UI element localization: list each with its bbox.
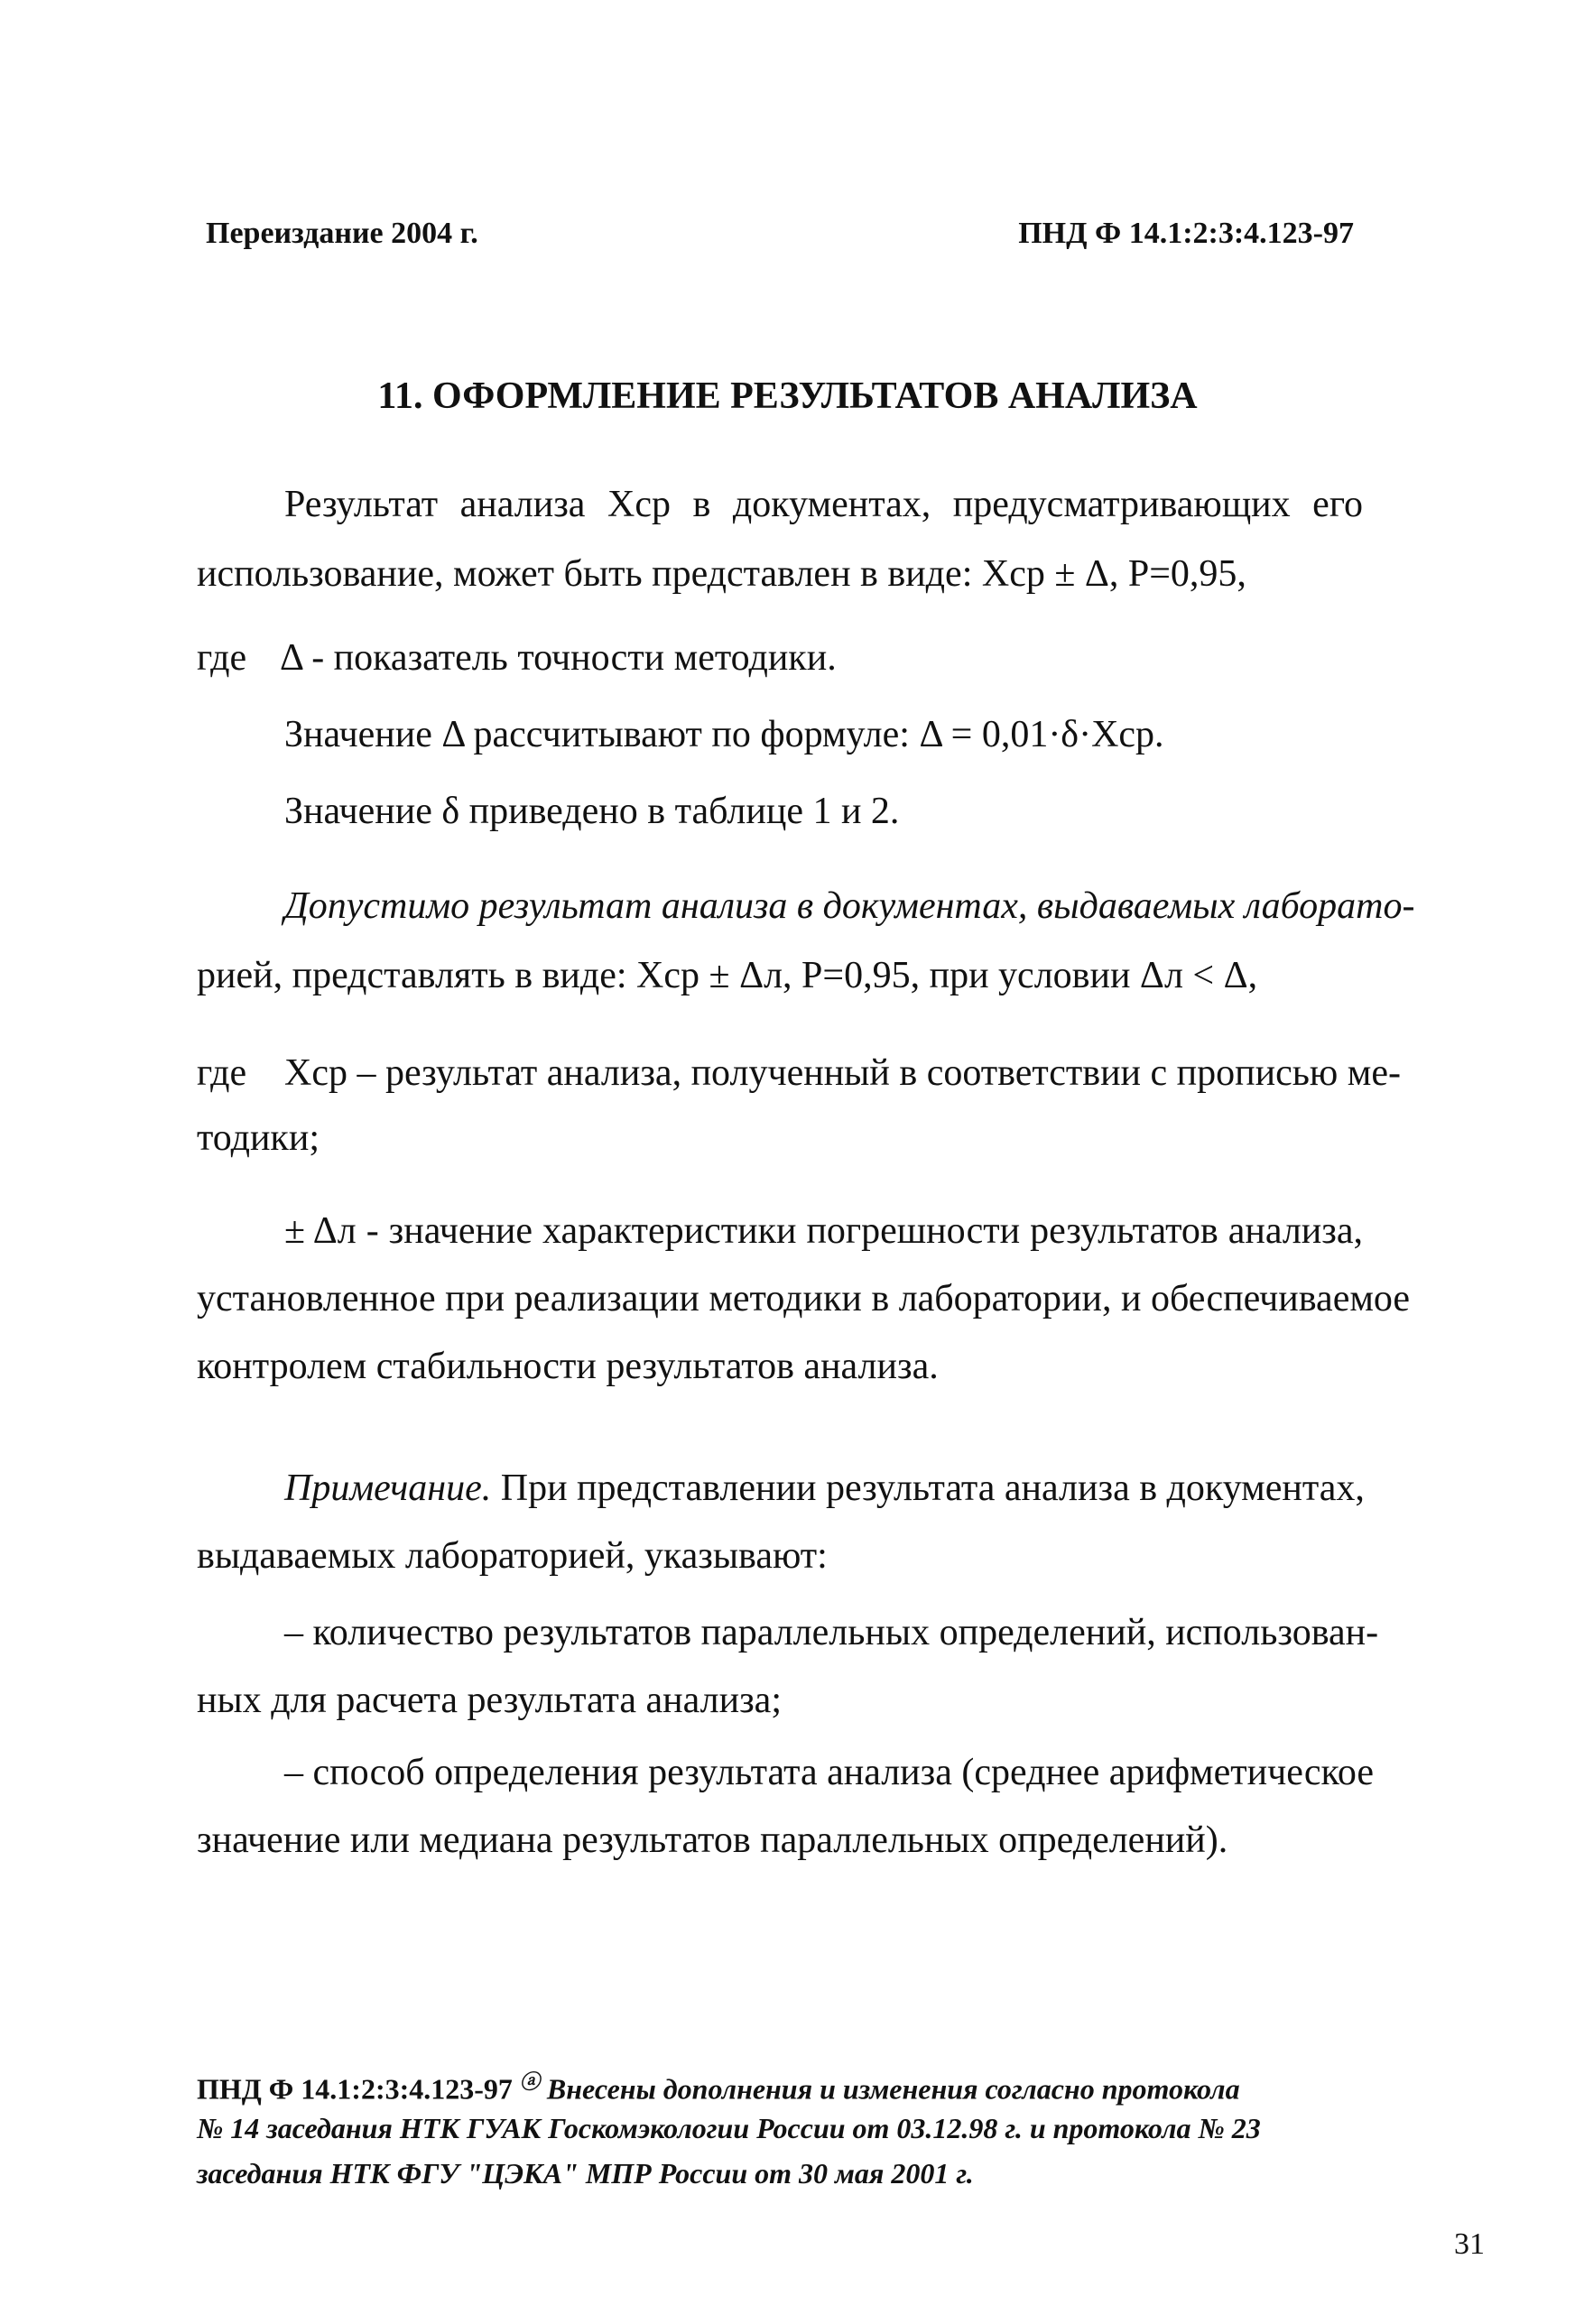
note-label: Примечание. (284, 1468, 492, 1509)
footnote-text1: Внесены дополнения и изменения согласно протокола (546, 2072, 1240, 2106)
p5-line2: рией, представлять в виде: Xср ± Δл, P=0,95, при условии Δл < Δ, (197, 955, 1258, 996)
p5-line1: Допустимо результат анализа в документах, выдаваемых лаборато- (284, 885, 1415, 927)
header-right: ПНД Ф 14.1:2:3:4.123-97 (1018, 217, 1354, 250)
footnote-line3: заседания НТК ФГУ "ЦЭКА" МПР России от 30 мая 2001 г. (197, 2157, 974, 2190)
p1-line2: использование, может быть представлен в виде: Xср ± Δ, P=0,95, (197, 553, 1246, 595)
p6-line2: тодики; (197, 1117, 320, 1159)
note-line1 (284, 1467, 1363, 1510)
header-left: Переиздание 2004 г. (206, 217, 478, 250)
section-title: 11. ОФОРМЛЕНИЕ РЕЗУЛЬТАТОВ АНАЛИЗА (377, 375, 1198, 417)
p6-line1: Xср – результат анализа, полученный в соответствии с прописью ме- (284, 1052, 1401, 1094)
p7-line1: ± Δл - значение характеристики погрешности результатов анализа, (284, 1210, 1363, 1252)
p2-text: Δ - показатель точности методики. (280, 637, 837, 679)
p6-where: где (197, 1052, 247, 1094)
item2-line2: значение или медиана результатов параллельных определений). (197, 1819, 1228, 1861)
p3-formula: Значение Δ рассчитывают по формуле: Δ = 0,01·δ·Xср. (284, 714, 1164, 755)
p4-text: Значение δ приведено в таблице 1 и 2. (284, 791, 900, 832)
p2-where: где (197, 637, 247, 679)
p1-line1: Результат анализа Xср в документах, предусматривающих его (284, 484, 1363, 525)
item1-line2: ных для расчета результата анализа; (197, 1680, 782, 1721)
footnote-line2: № 14 заседания НТК ГУАК Госкомэкологии России от 03.12.98 г. и протокола № 23 (197, 2112, 1261, 2144)
item1-line1: – количество результатов параллельных определений, использован- (284, 1612, 1379, 1653)
p7-line3: контролем стабильности результатов анализа. (197, 1346, 939, 1387)
note-line2: выдаваемых лабораторией, указывают: (197, 1535, 828, 1577)
footnote-mark: ⓐ (519, 2070, 540, 2093)
note-text: При представлении результата анализа в документах, (500, 1468, 1365, 1509)
page-number: 31 (1454, 2227, 1485, 2261)
footnote-doc: ПНД Ф 14.1:2:3:4.123-97 (197, 2072, 513, 2106)
p7-line2: установленное при реализации методики в лаборатории, и обеспечиваемое (197, 1278, 1411, 1319)
item2-line1: – способ определения результата анализа (среднее арифметическое (284, 1752, 1374, 1793)
footnote-line1 (197, 2067, 1240, 2106)
